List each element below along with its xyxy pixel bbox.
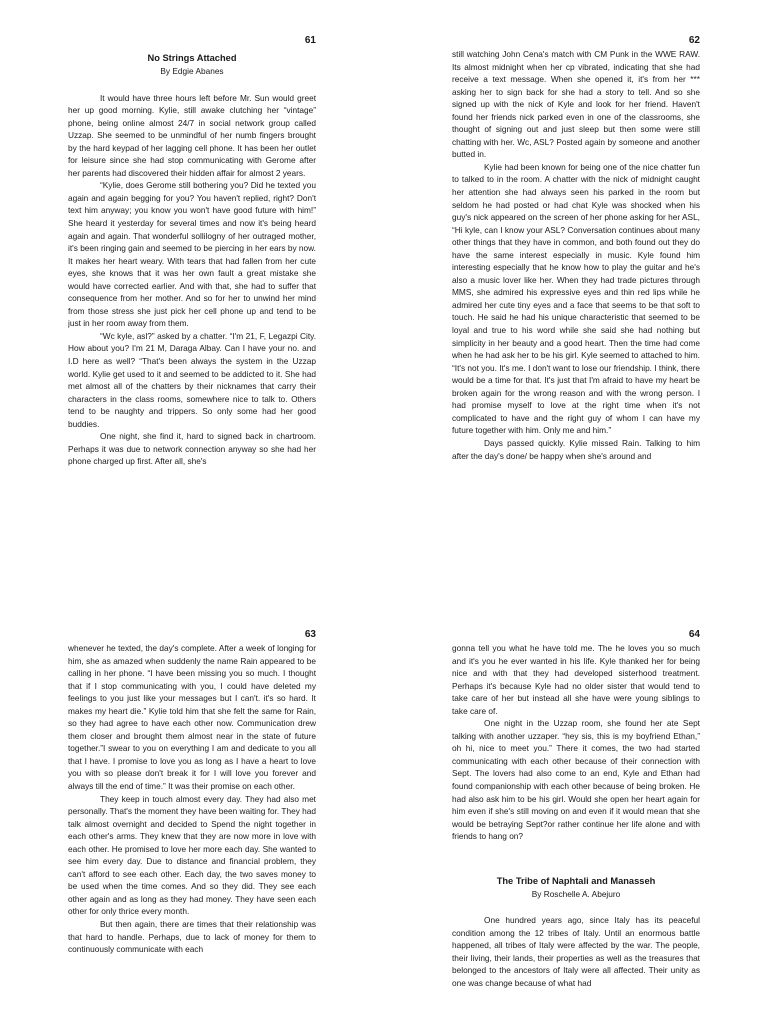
paragraph: Days passed quickly. Kylie missed Rain. Talking to him after the day's done/ be happy when she's around and <box>452 437 700 461</box>
paragraph: But then again, there are times that their relationship was that hard to handle. Perhaps, due to lack of money for them to continuously communicate with each <box>68 919 316 955</box>
paragraph: It would have three hours left before Mr. Sun would greet her up good morning. Kylie, still awake clutching her “vintage” phone, being online almost 24/7 in social network group called Uzzap. She seemed to be unmindful of her numb fingers brought by the hard keypad of her lagging cell phone. It has been her outlet for leisure since she had stop communicating with Gerome after her parents had discovered their hidden affair for almost 2 years. <box>68 92 316 178</box>
story-byline: By Roschelle A. Abejuro <box>531 888 621 899</box>
page-number: 64 <box>688 629 700 640</box>
page-number: 62 <box>688 35 700 46</box>
paragraph: “Kylie, does Gerome still bothering you? Did he texted you again and again begging for you? You haven't replied, right? Don't text him anyway; you know you won't have good future with him!” She heard it yesterday for several times and now it's being heard again and again. That wonderful sollilogny of her outraged mother, it's been ringing gain and seemed to be piercing in her ears by now. It makes her heart weary. With tears that had fallen from her cute eyes, she knows that it was her own fault a great mistake she would have corrected earlier. And with that, she had to suffer that consequence from her mother. And so for her to unwind her mind from those stress she just pick her cell phone up and tend to be just in her room away from them. <box>68 180 316 329</box>
section-gap <box>452 843 700 871</box>
story-title: The Tribe of Naphtali and Manasseh <box>496 875 656 886</box>
page-63 <box>68 628 316 1024</box>
paragraph: “Wc kyle, asl?” asked by a chatter. “I'm 21, F, Legazpi City. How about you? I'm 21 M, Daraga Albay. Can I have your no. and I.D here as well? “That's been always the system in the Uzzap world. Kylie get used to it and seemed to be addicted to it. She had met almost all of the chatters by their nicknames that carry their characters in the class rooms, somewhere nice to talk to. Others tend to be naughty and trippers. So only some had her good buddies. <box>68 330 316 429</box>
paragraph: One hundred years ago, since Italy has its peaceful condition among the 12 tribes of Italy. Until an enormous battle happened, all tribes of Italy were affected by the war. The people, their living, their lands, their properties as well as the treasures that belonged to the ancestors of Italy were all affected. Their unity as one was change because of what had <box>452 915 700 988</box>
page-number: 63 <box>304 629 316 640</box>
page-62 <box>452 34 700 534</box>
page-64 <box>452 628 700 1024</box>
paragraph: whenever he texted, the day's complete. After a week of longing for him, she as amazed when suddenly the name Rain appeared to be calling in her phone. “I have been missing you so much. I thought that if I stop communicating with you, I could have deleted my feelings to you just like your messages but I can't. it's so hard. It makes my heart die.” Kylie told him that she felt the same for Rain, so they had agree to have each other now. Communication drew them closer and brought them almost near in the state of future together.”I swear to you on everything I am and dedicate to you all that I have. I promise to love you as long as I have a heart to love you with so please don't break it for I will love you forever and always till the end of time.” It was their promise on each other. <box>68 643 316 792</box>
page-61 <box>68 34 316 534</box>
story-title: No Strings Attached <box>147 53 237 63</box>
paragraph: gonna tell you what he have told me. The he loves you so much and it's you he ever wanted in his life. Kyle thanked her for being nice and with that they had developed sisterhood treatment. Perhaps it's because Kyle had no older sister that would tend to take care of her but instead all she have were young siblings to take care of. <box>452 643 700 716</box>
story-byline: By Edgie Abanes <box>160 66 224 76</box>
page-number: 61 <box>304 35 316 46</box>
paragraph: still watching John Cena's match with CM Punk in the WWE RAW. Its almost midnight when her cp vibrated, indicating that she had receive a text message. When she opened it, it's from her *** asking her to sign back for she had a story to tell. And so she signed up with the nick of Kyle and look for her friend. Haven't found her friends nick parked even in one of the classrooms, she thought of signing out and just sleep but then some were still chatting with her. Wc, ASL? Posted again by someone and another butted in. <box>452 49 700 160</box>
paragraph: One night in the Uzzap room, she found her ate Sept talking with another uzzaper. “hey sis, this is my boyfriend Ethan,” oh hi, nice to meet you.” There it comes, the two had started communicating with each other because of their connection with Sept. The lovers had also come to an end, Kyle and Ethan had found companionship with each other because of being broken. He had also ask him to be his girl. Would she open her heart again for him even if she's still moving on and even if it would mean that she would be betraying Sept?or rather continue her life alone and with friends to hang on? <box>452 718 700 842</box>
paragraph: They keep in touch almost every day. They had also met personally. That's the moment they have been waiting for. They had talk almost overnight and decided to Spend the night together in each other's arms. They knew that they are now more in love with each other. He promised to love her more each day. She wanted to see him every day. Due to distance and financial problem, they can't afford to see each other. Each day, the two saves money to be used when the time comes. And so they did. They see each other again and as long as they had money. They have seen each other for only thrice every month. <box>68 793 316 917</box>
paragraph: One night, she find it, hard to signed back in chartroom. Perhaps it was due to network connection anyway so she had her phone charged up first. After all, she's <box>68 431 316 467</box>
paragraph: Kylie had been known for being one of the nice chatter fun to talked to in the room. A chatter with the nick of midnight caught her attention she had always seen his parked in the room but seldom he had posted or had chat Kyle was shocked when his guy's nick appeared on the screen of her phone asking for her ASL, “Hi kyle, can I know your ASL? Conversation continues about many other things that they have in common, and both found out they do have the same interest especially in music. Kyle found him interesting especially that he know how to play the guitar and he's also a music lover like her. When they had trade pictures through MMS, she admired his expressive eyes and thin red lips while he admired her cute tiny eyes and a face that seems to be that soft to touch. He said he had his unique characteristic that seemed to be loyal and true to his word while she said she had nothing but simplicity in her beauty and a good heart. Then the time had come when he had ask her to be his girl. Kyle seemed to attached to him. “It's not you. It's me. I don't want to lose our friendship. I think, there would be a time for that. It's just that I'm afraid to have my heart be broken again for the wrong reason and with the wrong person. I had promise myself to love at the right time when it's not complicated to have and the right guy of whom I can have my future together with him. Only me and him.” <box>452 161 700 436</box>
